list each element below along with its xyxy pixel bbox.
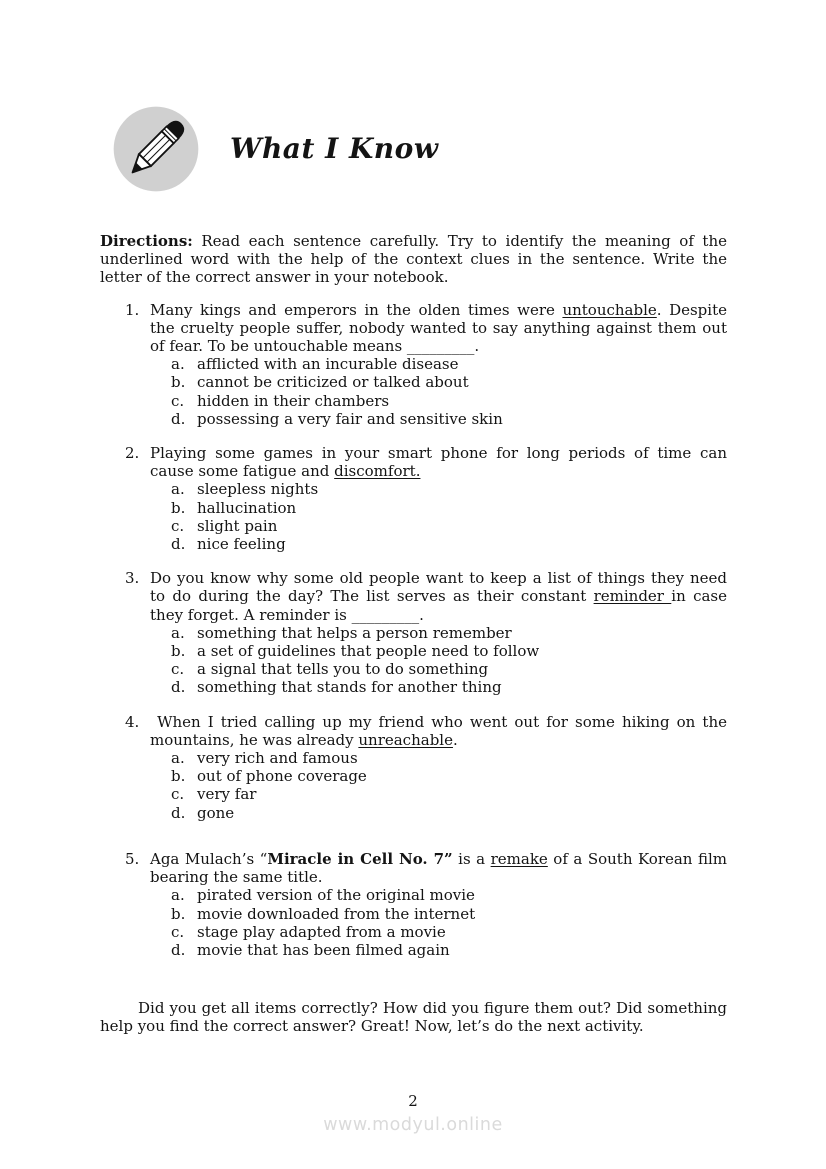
option-text: possessing a very fair and sensitive skin xyxy=(197,409,503,428)
option-list xyxy=(150,886,727,959)
option-text: afflicted with an incurable disease xyxy=(197,355,459,374)
option-letter: a. xyxy=(171,749,185,768)
answer-option xyxy=(171,392,727,410)
question-text-segment: is a xyxy=(452,849,491,868)
option-text: slight pain xyxy=(197,516,278,535)
answer-option xyxy=(171,624,727,642)
answer-option xyxy=(171,517,727,535)
question-text xyxy=(150,301,727,356)
question-item xyxy=(125,444,727,553)
underlined-word: reminder xyxy=(593,587,672,606)
option-text: nice feeling xyxy=(197,535,286,554)
option-text: very far xyxy=(197,785,257,804)
option-letter: a. xyxy=(171,886,185,905)
option-list xyxy=(150,480,727,553)
underlined-word: unreachable xyxy=(358,730,453,749)
option-text: hidden in their chambers xyxy=(197,391,390,410)
underlined-word: discomfort. xyxy=(334,462,421,481)
option-list xyxy=(150,624,727,697)
question-number: 3. xyxy=(125,569,140,588)
option-text: pirated version of the original movie xyxy=(197,886,475,905)
answer-option xyxy=(171,749,727,767)
bold-text: Miracle in Cell No. 7” xyxy=(267,849,453,868)
answer-option xyxy=(171,373,727,391)
question-body xyxy=(150,569,727,696)
watermark: www.modyul.online xyxy=(323,1115,503,1135)
underlined-word: untouchable xyxy=(562,300,657,319)
question-number: 5. xyxy=(125,849,140,868)
directions-label: Directions: xyxy=(100,232,193,250)
question-item xyxy=(125,569,727,696)
question-text-segment: Do you know why some old people want to keep a list of things they need to do during the day? The list serves as their constant xyxy=(150,569,727,606)
answer-option xyxy=(171,678,727,696)
option-letter: d. xyxy=(171,535,186,554)
option-text: something that stands for another thing xyxy=(197,678,502,697)
option-text: cannot be criticized or talked about xyxy=(197,373,469,392)
question-text-segment: Many kings and emperors in the olden times were xyxy=(150,300,563,319)
page-title: What I Know xyxy=(230,132,439,165)
answer-option xyxy=(171,923,727,941)
question-text xyxy=(150,569,727,624)
section-header xyxy=(100,103,727,195)
question-item xyxy=(125,713,727,822)
page-number: 2 xyxy=(408,1092,418,1110)
option-letter: c. xyxy=(171,660,185,679)
option-text: a signal that tells you to do something xyxy=(197,660,489,679)
underlined-word: remake xyxy=(490,849,548,868)
answer-option xyxy=(171,535,727,553)
option-text: movie that has been filmed again xyxy=(197,940,450,959)
answer-option xyxy=(171,804,727,822)
option-text: sleepless nights xyxy=(197,480,319,499)
pencil-icon xyxy=(110,103,202,195)
question-body xyxy=(150,713,727,822)
option-letter: d. xyxy=(171,803,186,822)
question-item xyxy=(125,301,727,428)
question-text-segment: of a South Korean film bearing the same title. xyxy=(150,849,727,887)
question-list xyxy=(100,301,727,960)
question-text-segment: . xyxy=(452,730,458,749)
directions-text: Read each sentence carefully. Try to identify the meaning of the underlined word with the help of the context clues in the sentence. Write the letter of the correct answer in your notebook. xyxy=(100,232,727,287)
answer-option xyxy=(171,660,727,678)
option-text: very rich and famous xyxy=(197,749,358,768)
option-letter: c. xyxy=(171,391,185,410)
answer-option xyxy=(171,941,727,959)
answer-option xyxy=(171,886,727,904)
option-letter: b. xyxy=(171,498,186,517)
closing-paragraph: Did you get all items correctly? How did you figure them out? Did something help you find the correct answer? Great! Now, let’s do the next activity. xyxy=(100,999,727,1036)
option-letter: a. xyxy=(171,480,185,499)
option-letter: d. xyxy=(171,940,186,959)
option-letter: b. xyxy=(171,642,186,661)
option-letter: c. xyxy=(171,922,185,941)
option-letter: c. xyxy=(171,516,185,535)
answer-option xyxy=(171,642,727,660)
option-text: a set of guidelines that people need to follow xyxy=(197,642,540,661)
question-text xyxy=(150,850,727,886)
option-letter: c. xyxy=(171,785,185,804)
option-letter: a. xyxy=(171,355,185,374)
question-text-segment: Aga Mulach’s “ xyxy=(150,849,268,868)
answer-option xyxy=(171,767,727,785)
question-number: 1. xyxy=(125,300,140,319)
option-letter: a. xyxy=(171,623,185,642)
option-letter: b. xyxy=(171,904,186,923)
option-text: stage play adapted from a movie xyxy=(197,922,446,941)
answer-option xyxy=(171,410,727,428)
answer-option xyxy=(171,480,727,498)
question-number: 4. xyxy=(125,712,140,731)
option-letter: d. xyxy=(171,409,186,428)
question-text-segment: in case they forget. A reminder is _________. xyxy=(150,587,727,624)
option-list xyxy=(150,355,727,428)
option-letter: d. xyxy=(171,678,186,697)
question-item xyxy=(125,850,727,959)
answer-option xyxy=(171,905,727,923)
option-text: movie downloaded from the internet xyxy=(197,904,476,923)
question-text-segment: When I tried calling up my friend who went out for some hiking on the mountains, he was already xyxy=(150,712,727,749)
option-text: gone xyxy=(197,803,235,822)
option-text: hallucination xyxy=(197,498,297,517)
question-body xyxy=(150,301,727,428)
option-text: something that helps a person remember xyxy=(197,623,512,642)
option-list xyxy=(150,749,727,822)
question-text xyxy=(150,713,727,749)
answer-option xyxy=(171,499,727,517)
question-text-segment: . Despite the cruelty people suffer, nobody wanted to say anything against them out of fear. To be untouchable means _________. xyxy=(150,300,727,356)
question-body xyxy=(150,850,727,959)
option-letter: b. xyxy=(171,767,186,786)
question-text xyxy=(150,444,727,480)
option-text: out of phone coverage xyxy=(197,767,367,786)
answer-option xyxy=(171,355,727,373)
answer-option xyxy=(171,785,727,803)
directions-paragraph xyxy=(100,232,727,287)
option-letter: b. xyxy=(171,373,186,392)
question-body xyxy=(150,444,727,553)
question-text-segment: Playing some games in your smart phone for long periods of time can cause some fatigue and xyxy=(150,444,727,481)
question-number: 2. xyxy=(125,444,140,463)
